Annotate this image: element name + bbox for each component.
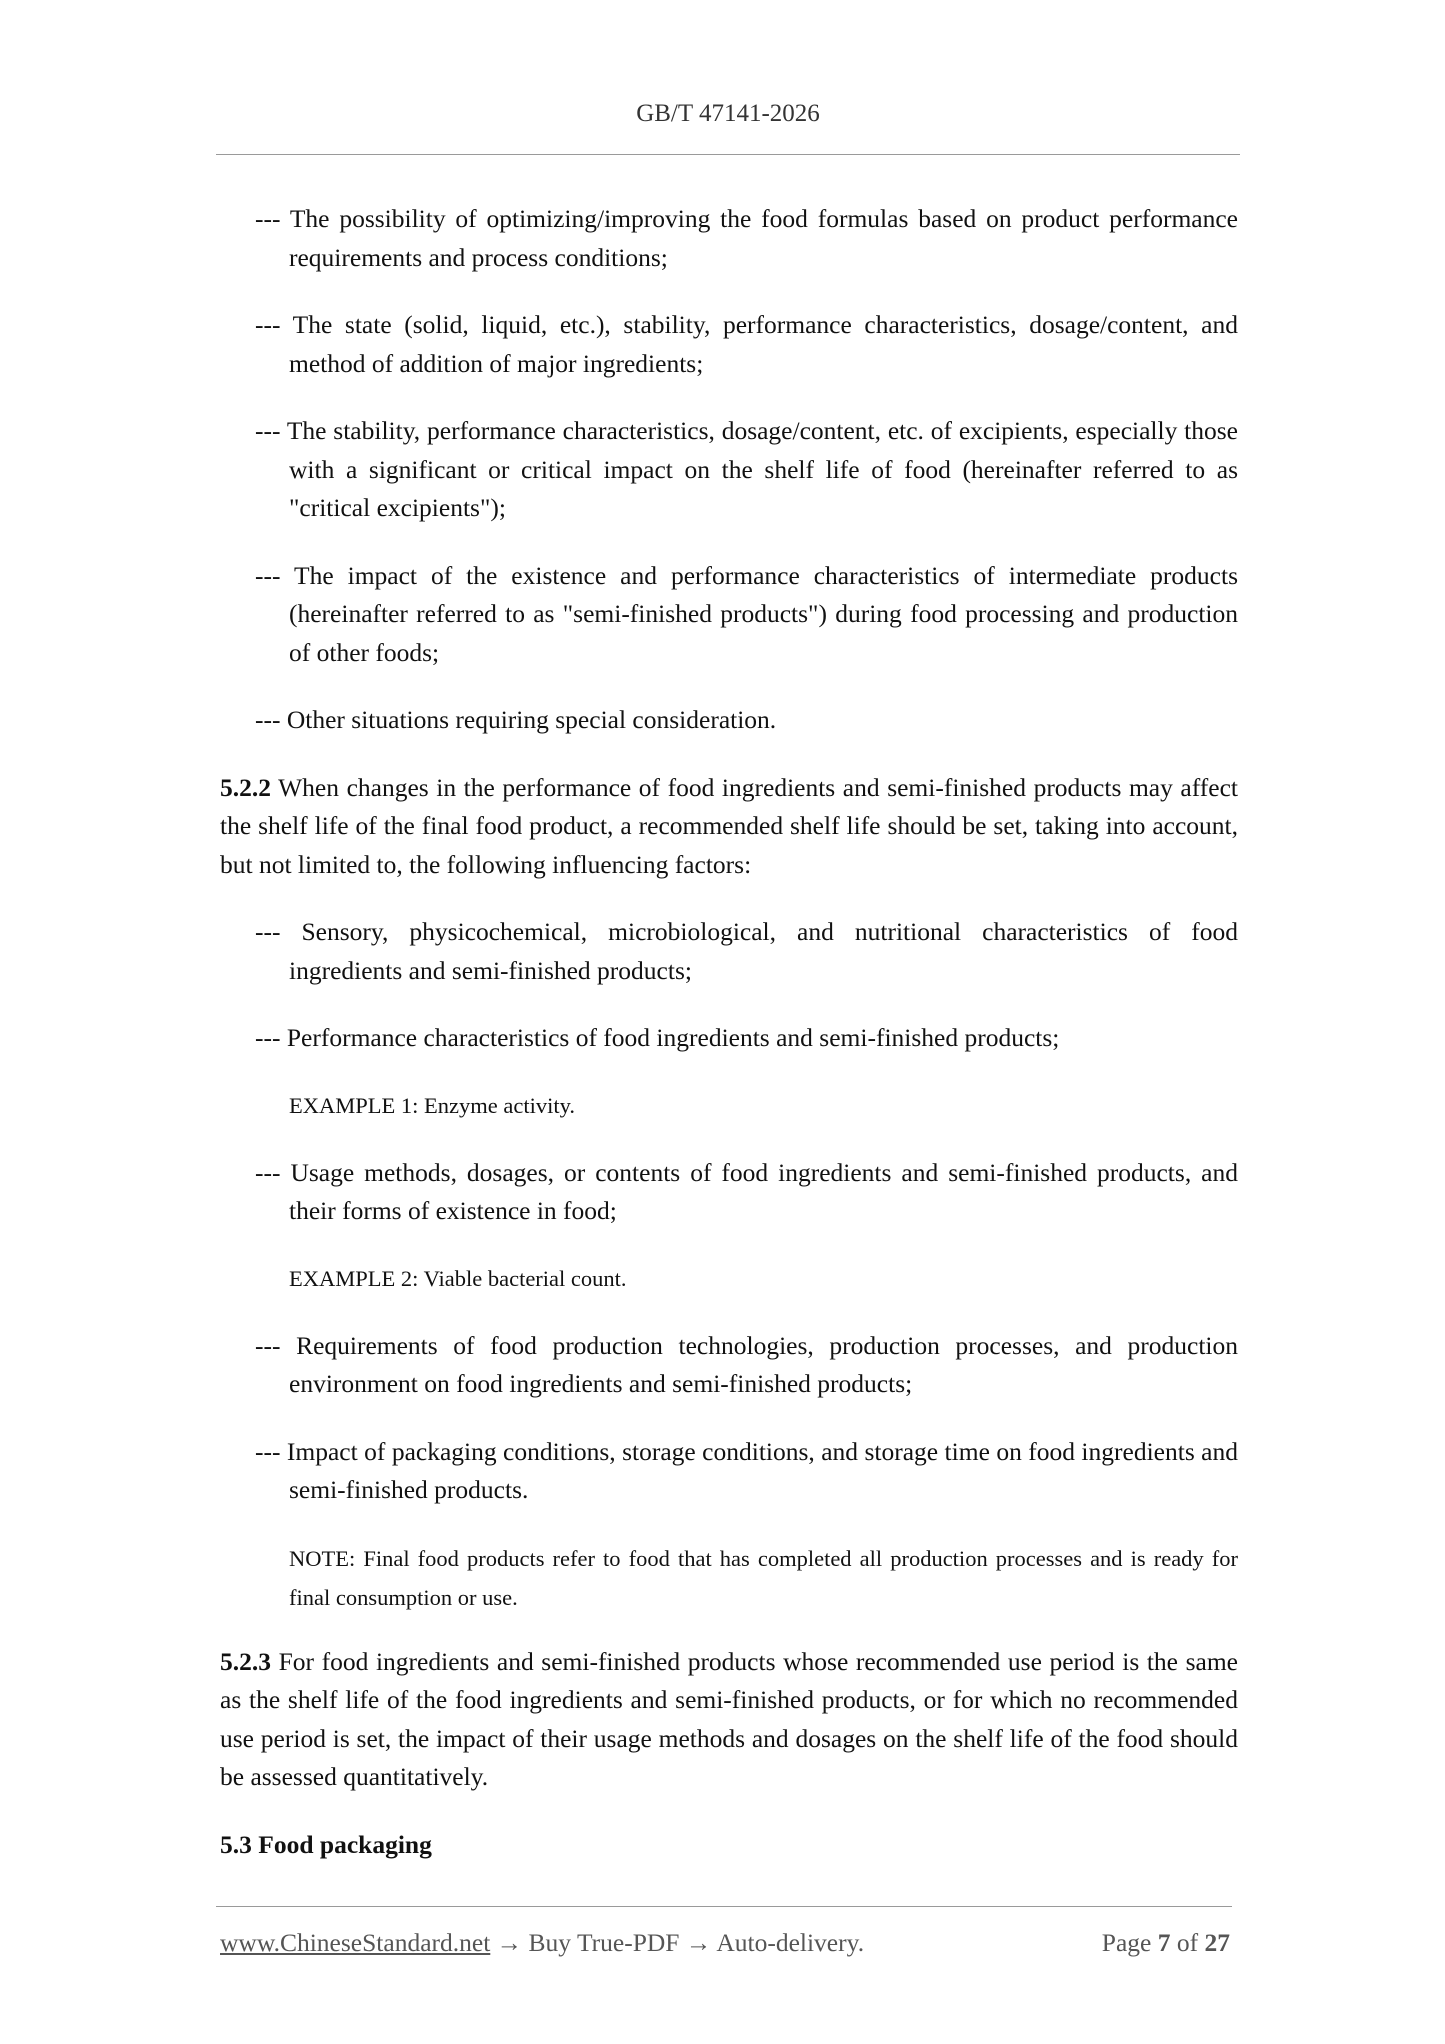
page-header	[216, 100, 1240, 128]
page-indicator: Page 7 of 27	[1101, 1928, 1230, 1957]
list-item: --- Sensory, physicochemical, microbiological, and nutritional characteristics of food ingredients and semi-finished products;	[255, 917, 1238, 985]
list-item: --- The impact of the existence and performance characteristics of intermediate products (hereinafter referred to as "semi-finished products") during food processing and production of other foods;	[255, 560, 1238, 667]
footer-left	[220, 1928, 864, 1958]
page-content	[220, 200, 1238, 1864]
footer-divider	[216, 1906, 1232, 1907]
page-total: 27	[1204, 1928, 1230, 1957]
list-item: --- Requirements of food production technologies, production processes, and production environment on food ingredients and semi-finished products;	[255, 1330, 1238, 1398]
list-item: --- The stability, performance characteristics, dosage/content, etc. of excipients, especially those with a significant or critical impact on the shelf life of food (hereinafter referred to as "critical excipients");	[255, 416, 1238, 522]
header-divider	[216, 154, 1240, 155]
list-item: --- The possibility of optimizing/improving the food formulas based on product performance requirements and process conditions;	[255, 204, 1238, 272]
note: NOTE: Final food products refer to food that has completed all production processes and is ready for final consumption or use.	[289, 1545, 1238, 1610]
clause-text: When changes in the performance of food ingredients and semi-finished products may affect the shelf life of the final food product, a recommended shelf life should be set, taking into account, but not limited to, the following influencing factors:	[220, 772, 1238, 879]
list-item: --- Impact of packaging conditions, storage conditions, and storage time on food ingredients and semi-finished products.	[255, 1436, 1238, 1504]
clause-number: 5.2.2	[220, 772, 271, 802]
clause-number: 5.2.3	[220, 1646, 271, 1676]
list-item: --- The state (solid, liquid, etc.), stability, performance characteristics, dosage/content, and method of addition of major ingredients;	[255, 310, 1238, 378]
page-current: 7	[1157, 1928, 1171, 1957]
example-1: EXAMPLE 1: Enzyme activity.	[289, 1092, 575, 1118]
site-link[interactable]: www.ChineseStandard.net	[220, 1928, 491, 1957]
section-heading: 5.3 Food packaging	[220, 1829, 432, 1859]
clause-text: For food ingredients and semi-finished products whose recommended use period is the same as the shelf life of the food ingredients and semi-finished products, or for which no recommended use period is set, the impact of their usage methods and dosages on the shelf life of the food should be assessed quantitatively.	[220, 1646, 1238, 1791]
document-id: GB/T 47141-2026	[636, 100, 820, 127]
list-item: --- Usage methods, dosages, or contents of food ingredients and semi-finished products, and their forms of existence in food;	[255, 1157, 1238, 1225]
footer-tagline: → Buy True-PDF → Auto-delivery.	[490, 1928, 865, 1957]
list-item: --- Performance characteristics of food ingredients and semi-finished products;	[255, 1023, 1060, 1052]
page-footer	[220, 1928, 1230, 1958]
clause-5-2-3	[220, 1643, 1238, 1797]
example-2: EXAMPLE 2: Viable bacterial count.	[289, 1265, 627, 1291]
clause-5-2-2	[220, 769, 1238, 885]
list-item: --- Other situations requiring special consideration.	[255, 705, 777, 734]
